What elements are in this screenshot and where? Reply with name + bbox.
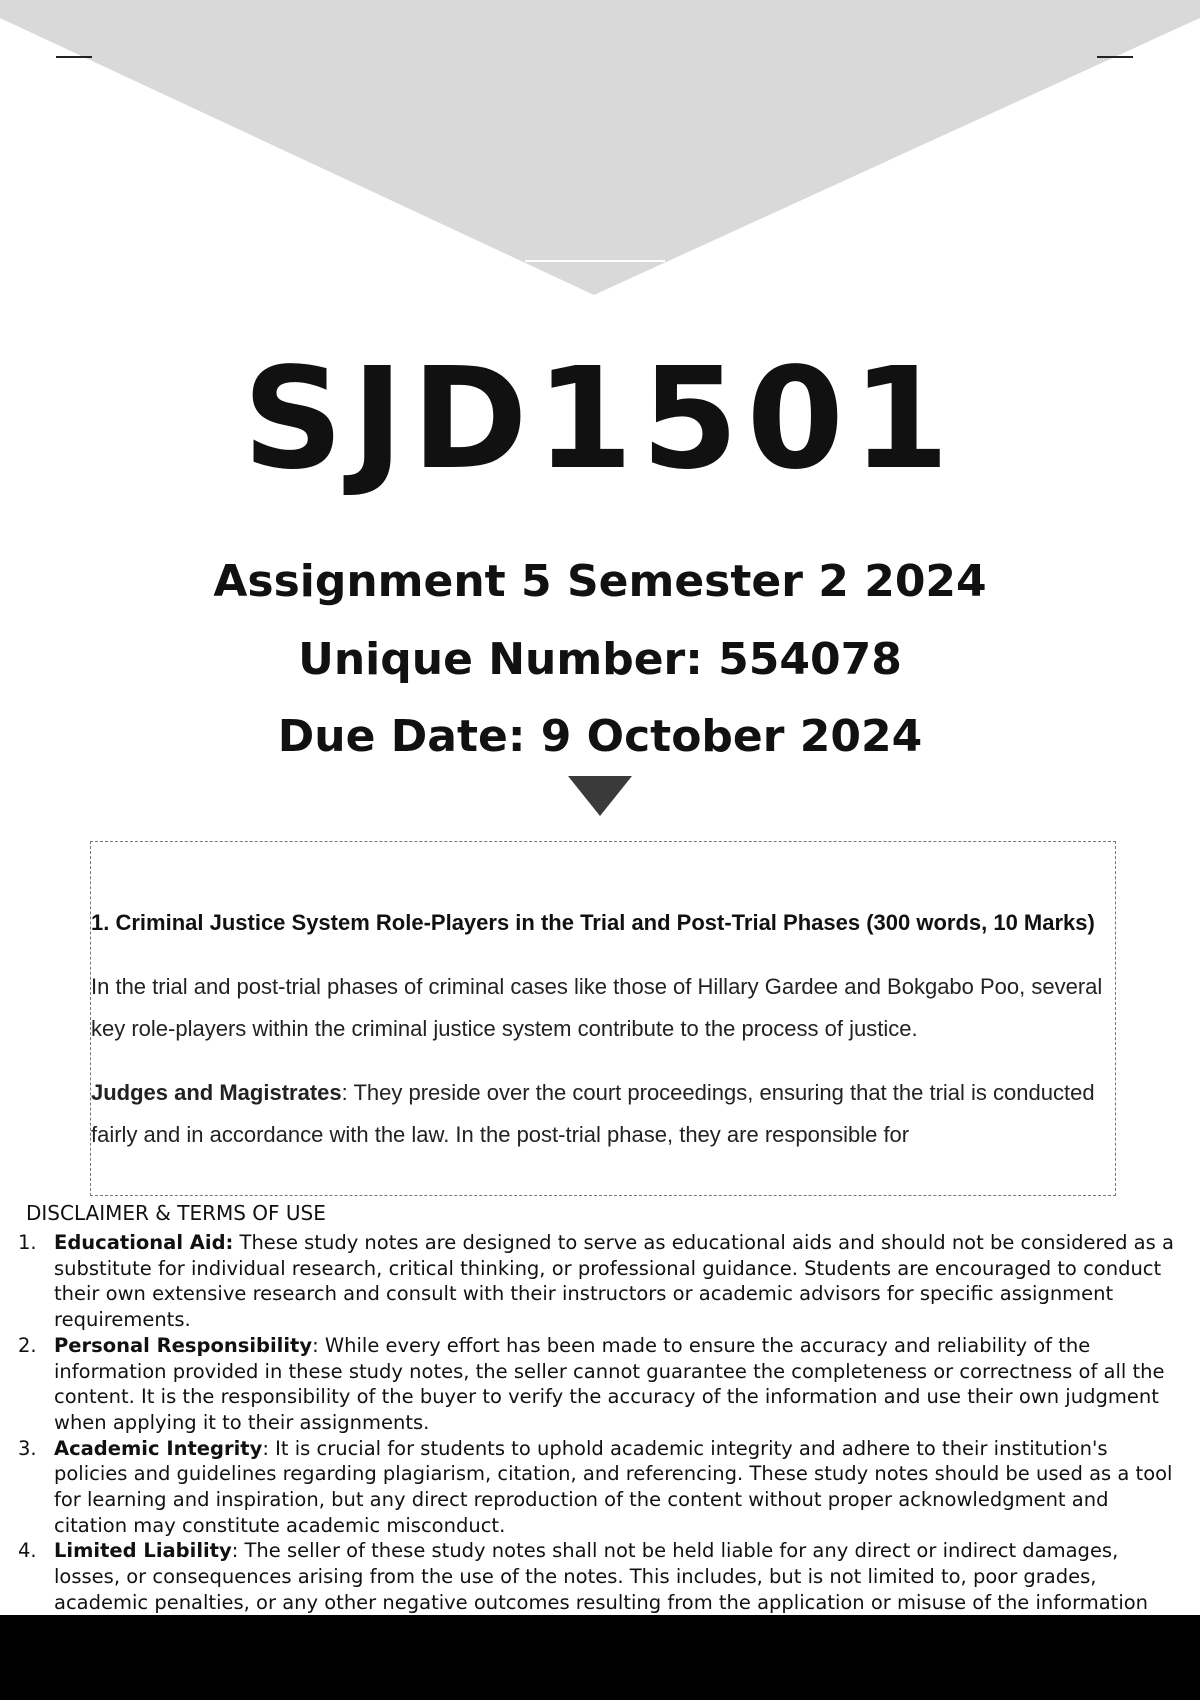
disclaimer-item-personal-responsibility: [0, 1333, 1200, 1436]
due-date-line: Due Date: 9 October 2024: [277, 711, 923, 762]
item-text: These study notes are designed to serve as educational aids and should not be considered as a substitute for individual research, critical thinking, or professional guidance. Students are encouraged to conduct their own extensive research and consult with their instructors or academic advisors for specific assignment requirements.: [54, 1231, 1174, 1332]
preview-intro-paragraph: In the trial and post-trial phases of criminal cases like those of Hillary Gardee and Bokgabo Poo, several key role-players within the criminal justice system contribute to the process of justice.: [91, 974, 1103, 1041]
item-number: 4.: [18, 1539, 37, 1563]
item-term: Academic Integrity: [54, 1436, 263, 1460]
header-chevron-graphic: [0, 0, 1200, 300]
item-term: Educational Aid:: [54, 1231, 234, 1254]
assignment-line: Assignment 5 Semester 2 2024: [213, 556, 987, 607]
judges-text: : They preside over the court proceedings, ensuring that the trial is conducted fairly and in accordance with the law. In the post-trial phase, they are responsible for: [91, 1080, 1095, 1147]
item-text: : While every effort has been made to ensure the accuracy and reliability of the information provided in these study notes, the seller cannot guarantee the completeness or correctness of all the content. It is the responsibility of the buyer to verify the accuracy of the information and use their own judgment when applying it to their assignments.: [54, 1333, 1165, 1434]
item-text: : It is crucial for students to uphold academic integrity and adhere to their institution's policies and guidelines regarding plagiarism, citation, and referencing. These study notes should be used as a tool for learning and inspiration, but any direct reproduction of the content without proper acknowledgment and citation may constitute academic misconduct.: [54, 1436, 1173, 1537]
content-preview-box: [90, 841, 1116, 1196]
course-code-title: SJD1501: [242, 338, 958, 501]
item-text: : The seller of these study notes shall not be held liable for any direct or indirect damages, losses, or consequences arising from the use of the notes. This includes, but is not limited to, poor grades, academic penalties, or any other negative outcomes resulting from the application or misuse of the information: [54, 1539, 1149, 1614]
item-term: Limited Liability: [54, 1539, 232, 1563]
preview-content: [91, 902, 1111, 1156]
corner-mark-left: [56, 56, 92, 58]
item-term: Personal Responsibility: [54, 1333, 313, 1357]
corner-mark-right: [1097, 56, 1133, 58]
disclaimer-item-academic-integrity: [0, 1436, 1200, 1539]
judges-term: Judges and Magistrates: [91, 1080, 342, 1105]
unique-number-line: Unique Number: 554078: [298, 634, 902, 685]
preview-question-heading: 1. Criminal Justice System Role-Players in the Trial and Post-Trial Phases (300 words, 10 Marks): [91, 910, 1095, 935]
bottom-black-bar: [0, 1615, 1200, 1700]
disclaimer-item-educational-aid: [0, 1230, 1200, 1333]
item-number: 1.: [18, 1231, 37, 1254]
down-triangle-icon: [568, 776, 632, 816]
disclaimer-item-limited-liability: [0, 1538, 1200, 1615]
disclaimer-title: DISCLAIMER & TERMS OF USE: [26, 1201, 326, 1225]
item-number: 2.: [18, 1333, 37, 1357]
disclaimer-list: [0, 1230, 1200, 1616]
preview-judges-paragraph: [91, 1072, 1111, 1156]
item-number: 3.: [18, 1436, 37, 1460]
